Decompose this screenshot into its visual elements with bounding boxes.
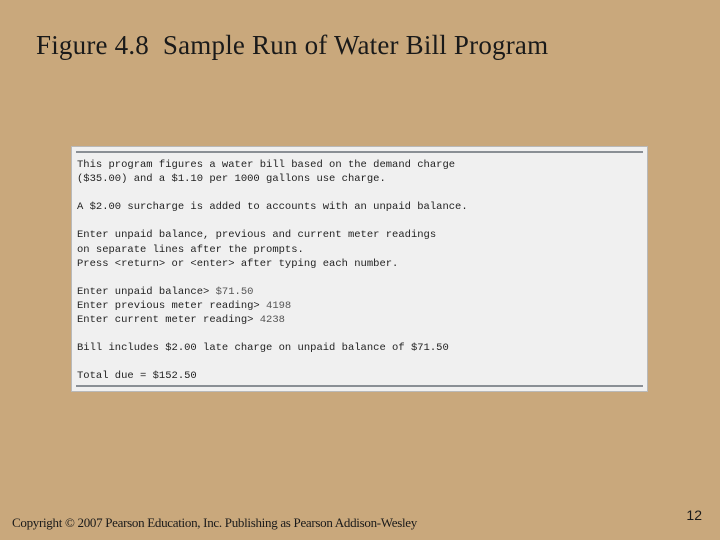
console-line [77, 369, 468, 383]
console-line [77, 271, 468, 285]
console-text: ($35.00) and a $1.10 per 1000 gallons use charge. [77, 173, 386, 186]
console-line [77, 285, 468, 299]
console-text: Enter previous meter reading> [77, 299, 267, 312]
console-text: Enter current meter reading> [77, 314, 260, 327]
console-line [77, 313, 468, 327]
console-text: Total due = $152.50 [77, 370, 197, 383]
console-line [77, 200, 468, 214]
console-line [77, 186, 468, 200]
console-user-input: 4198 [266, 299, 292, 312]
page-number: 12 [686, 507, 702, 523]
console-user-input: $71.50 [215, 285, 254, 298]
console-line [77, 243, 468, 257]
console-text: on separate lines after the prompts. [77, 243, 304, 256]
console-text: Bill includes $2.00 late charge on unpaid balance of $71.50 [77, 342, 449, 355]
slide-title: Figure 4.8 Sample Run of Water Bill Program [36, 30, 549, 60]
console-line [77, 228, 468, 242]
console-text: Press <return> or <enter> after typing each number. [77, 257, 399, 270]
console-line [77, 172, 468, 186]
console-text: Enter unpaid balance, previous and current meter readings [77, 229, 437, 242]
console-line [77, 327, 468, 341]
console-line [77, 257, 468, 271]
copyright-notice: Copyright © 2007 Pearson Education, Inc. Publishing as Pearson Addison-Wesley [12, 515, 417, 530]
console-line [77, 299, 468, 313]
console-output-panel [71, 146, 648, 392]
console-top-rule [76, 151, 643, 153]
console-text: This program figures a water bill based on the demand charge [77, 159, 456, 171]
console-line [77, 341, 468, 355]
console-user-input: 4238 [259, 314, 285, 327]
console-line [77, 214, 468, 228]
console-bottom-rule [76, 385, 643, 387]
console-lines [77, 158, 468, 384]
console-line [77, 355, 468, 369]
console-text: A $2.00 surcharge is added to accounts with an unpaid balance. [77, 201, 468, 214]
console-text: Enter unpaid balance> [77, 285, 216, 298]
console-line [77, 158, 468, 172]
